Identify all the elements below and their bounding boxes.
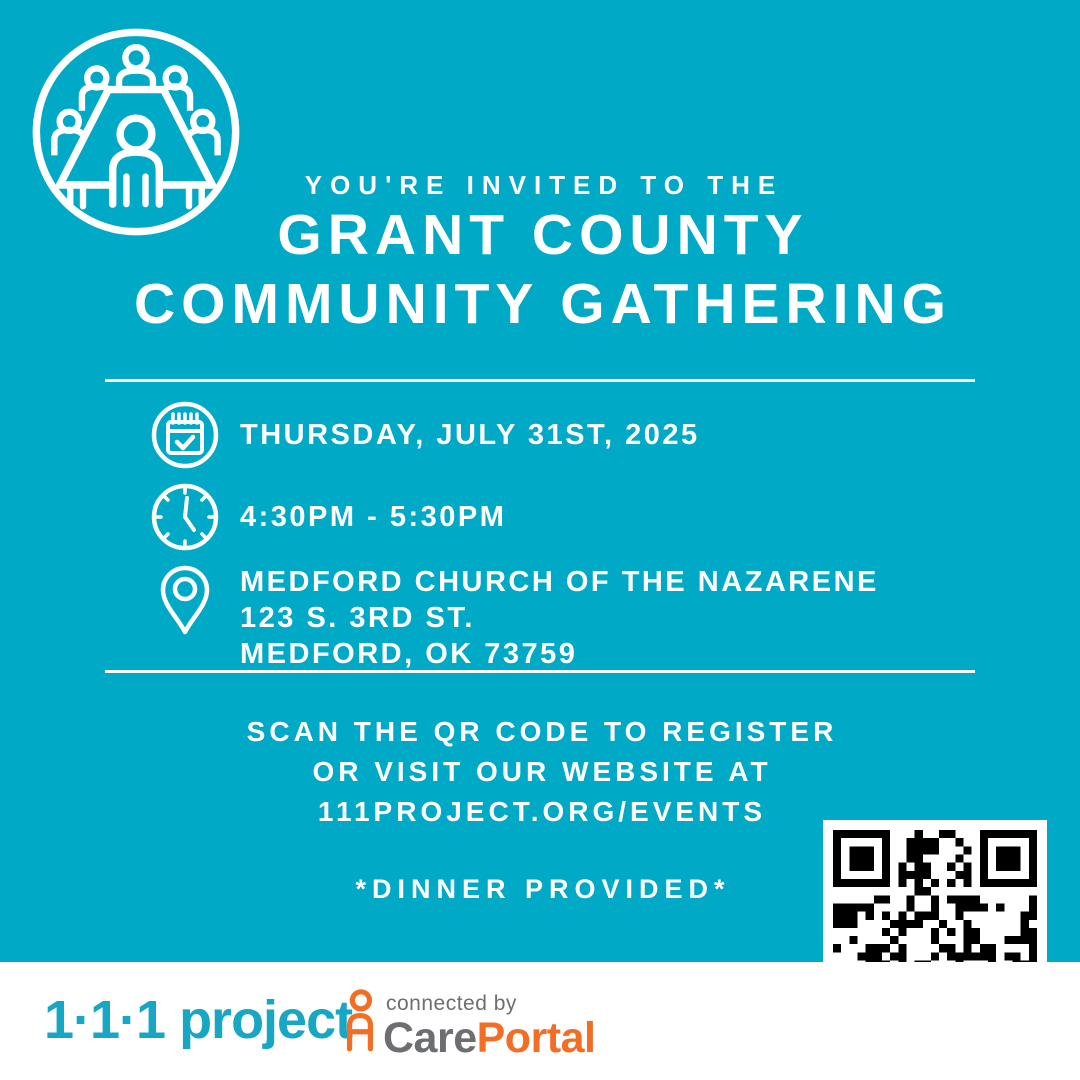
careportal-wordmark bbox=[383, 1014, 596, 1063]
brand-logo-111project: 1·1·1 project bbox=[44, 990, 353, 1050]
event-time: 4:30PM - 5:30PM bbox=[240, 501, 507, 533]
detail-row-date bbox=[150, 400, 980, 470]
clock-icon bbox=[150, 482, 220, 552]
register-line2: OR VISIT OUR WEBSITE AT bbox=[312, 756, 772, 787]
register-line1: SCAN THE QR CODE TO REGISTER bbox=[246, 716, 838, 747]
event-title-line1: GRANT COUNTY bbox=[277, 203, 809, 267]
event-title-line2: COMMUNITY GATHERING bbox=[133, 272, 953, 336]
calendar-icon bbox=[150, 400, 220, 470]
connected-by-label: connected by bbox=[386, 992, 517, 1015]
event-location bbox=[240, 564, 879, 672]
invite-kicker: YOU'RE INVITED TO THE bbox=[304, 170, 784, 200]
event-title bbox=[0, 201, 1080, 339]
location-pin-icon bbox=[150, 564, 220, 640]
detail-row-time bbox=[150, 482, 980, 552]
event-date: THURSDAY, JULY 31ST, 2025 bbox=[240, 419, 700, 451]
divider-top bbox=[105, 379, 975, 382]
location-city: MEDFORD, OK 73759 bbox=[240, 638, 578, 670]
dinner-note: *DINNER PROVIDED* bbox=[355, 874, 731, 904]
website-url: 111PROJECT.ORG/EVENTS bbox=[317, 796, 767, 827]
careportal-care-part: Care bbox=[383, 1014, 477, 1062]
divider-bottom bbox=[105, 670, 975, 673]
careportal-figure-icon bbox=[341, 988, 379, 1064]
event-details bbox=[150, 400, 980, 672]
register-instructions bbox=[0, 712, 1080, 832]
detail-row-location bbox=[150, 564, 980, 672]
careportal-portal-part: Portal bbox=[476, 1014, 596, 1062]
location-venue: MEDFORD CHURCH OF THE NAZARENE bbox=[240, 566, 879, 598]
location-street: 123 S. 3RD ST. bbox=[240, 602, 475, 634]
